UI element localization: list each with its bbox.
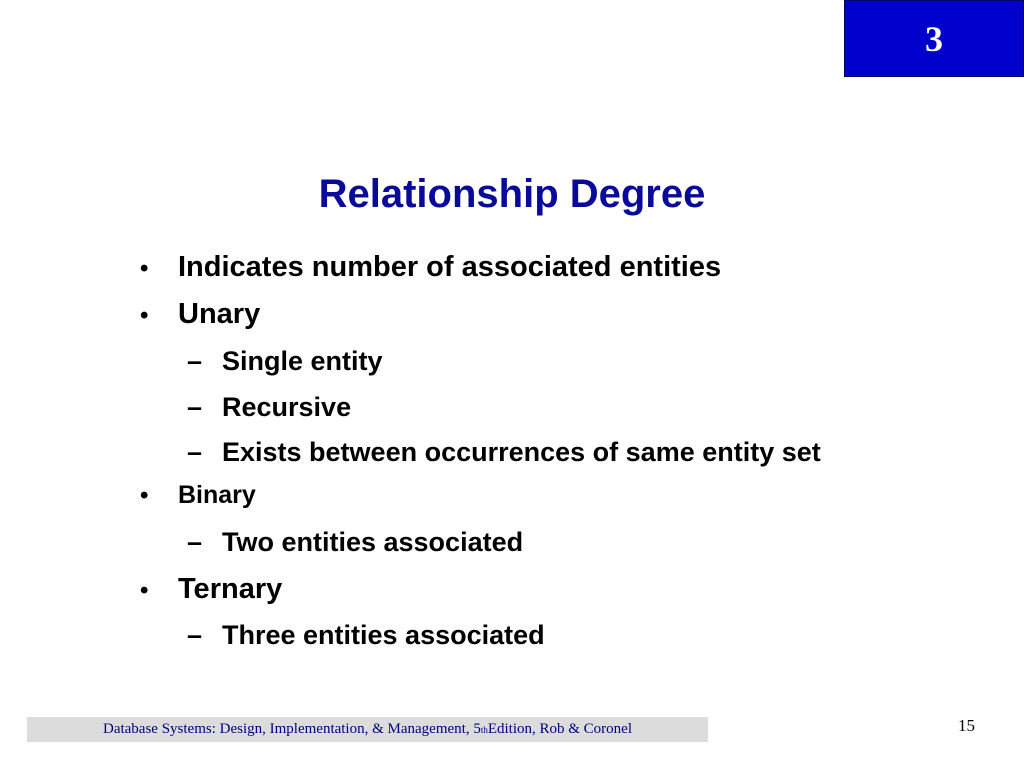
dash-marker: – [187,620,203,650]
bullet-marker: • [140,482,149,509]
footer-text-after: Edition, Rob & Coronel [487,721,633,737]
page-number: 15 [958,716,975,735]
dash-marker: – [187,437,203,467]
bullet-item [140,298,260,331]
bullet-marker: • [140,302,149,329]
sub-bullet-item [187,346,383,377]
bullet-item [140,573,282,606]
bullet-text: Unary [178,298,261,330]
bullet-text: Indicates number of associated entities [178,251,722,283]
bullet-item [140,251,721,284]
bullet-text: Binary [178,481,256,509]
dash-marker: – [187,527,203,557]
sub-bullet-item [187,392,351,423]
footer-text-before: Database Systems: Design, Implementation, & Management, 5 [102,721,481,737]
sub-bullet-text: Three entities associated [222,620,545,650]
sub-bullet-text: Two entities associated [222,527,524,557]
sub-bullet-text: Recursive [222,392,352,422]
slide-title: Relationship Degree [318,172,706,216]
sub-bullet-item [187,437,821,468]
footer-citation: Database Systems: Design, Implementation, & Management, 5 th Edition, Rob & Coronel [27,717,708,742]
bullet-text: Ternary [178,573,283,605]
sub-bullet-item [187,527,523,558]
bullet-marker: • [140,577,149,604]
sub-bullet-text: Exists between occurrences of same entity set [222,437,821,467]
bullet-item [140,481,256,510]
dash-marker: – [187,392,203,422]
bullet-marker: • [140,255,149,282]
chapter-number: 3 [925,18,943,59]
sub-bullet-text: Single entity [222,346,383,376]
dash-marker: – [187,346,203,376]
sub-bullet-item [187,620,545,651]
